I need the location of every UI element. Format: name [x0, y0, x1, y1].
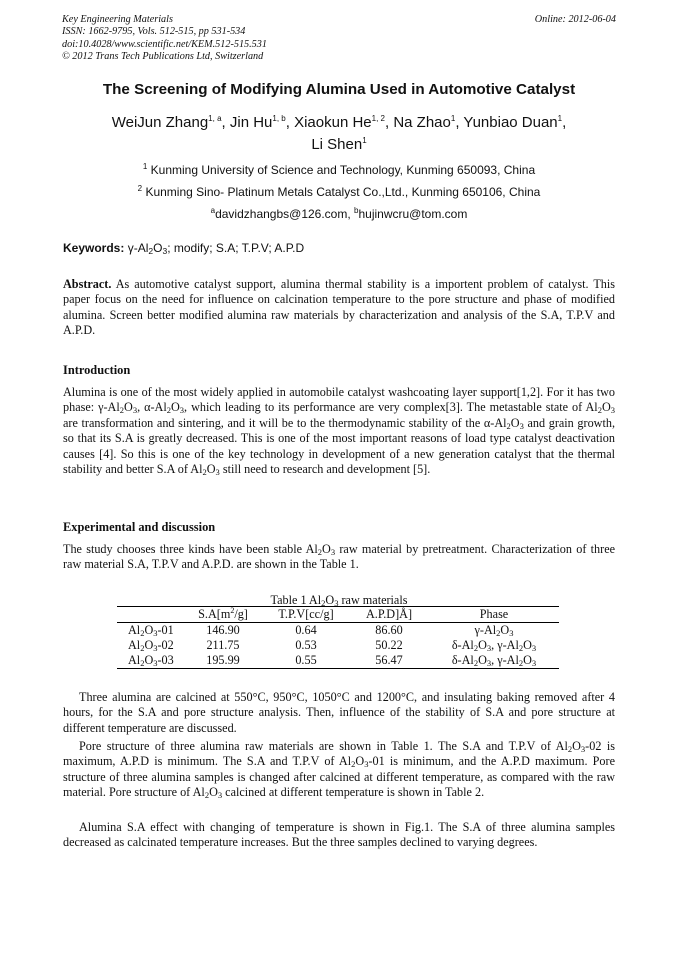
- table-cell-apd: 86.60: [375, 623, 403, 637]
- journal-name: Key Engineering Materials: [62, 14, 173, 25]
- table-cell-sample: $Al_2O_3-01$: [128, 623, 174, 638]
- author-name: Jin Hu: [229, 114, 273, 131]
- table-row: [117, 653, 559, 669]
- experimental-paragraph-3: Pore structure of three alumina raw materials are shown in Table 1. The S.A and T.P.V of $Al_2O_3-02$ is maximum, A.P.D is minimum. The S.A and T.P.V of $Al_2O_3-01$ is minimum, and the A.P.D maximum. Pore structure of three alumina samples is changed after calcined at different temperature, as compared with the raw material. Pore structure of $Al_2O_3$ calcined at different temperature is shown in Table 2.: [63, 739, 616, 801]
- table-header-row: [117, 607, 559, 623]
- table-row: [117, 638, 559, 653]
- table-cell-phase: $\delta-Al_2O_3$, $\gamma-Al_2O_3$: [451, 638, 537, 653]
- table-header-tpv: T.P.V[cc/g]: [263, 607, 349, 623]
- author-sup: 1, b: [272, 114, 286, 123]
- table-cell-tpv: 0.64: [295, 623, 317, 637]
- author-sup: 1, a: [208, 114, 222, 123]
- table-header-sa: $S.A[m^2/g]$: [183, 607, 263, 623]
- issn-line: ISSN: 1662-9795, Vols. 512-515, pp 531-534: [62, 26, 246, 38]
- table-cell-tpv: 0.55: [263, 653, 349, 669]
- table-caption: Table 1 $Al_2O_3$ raw materials: [270, 593, 408, 608]
- table-cell-tpv: 0.53: [295, 638, 317, 652]
- abstract: [63, 277, 615, 339]
- experimental-paragraph-2: Three alumina are calcined at 550°C, 950°C, 1050°C and 1200°C, and insulating baking removed after 4 hours, for the S.A and pore structure analysis. Then, influence of the stability of S.A and pore structure at different temperature are discussed.: [63, 690, 615, 735]
- author-name: Xiaokun He: [294, 114, 372, 131]
- author-sup: 1: [362, 136, 367, 145]
- abstract-text: As automotive catalyst support, alumina thermal stability is a importent problem of catalyst. This paper focus on the need for influence on calcination temperature to the pore structure and phase of modified alumina. Screen better modified alumina raw materials by characterization and analysis of the S.A, T.P.V and A.P.D.: [63, 277, 616, 338]
- author-sup: 1: [557, 114, 563, 123]
- email-link[interactable]: davidzhangbs@126.com: [215, 207, 348, 221]
- table-cell-phase: $\gamma-Al_2O_3$: [474, 623, 514, 638]
- section-heading-introduction: Introduction: [63, 363, 131, 377]
- keywords: Keywords: $\gamma-Al_2O_3$; modify; S.A; T.P.V; A.P.D: [63, 241, 305, 256]
- affiliation-1: $^1$ Kunming University of Science and Technology, Kunming 650093, China: [142, 162, 536, 177]
- section-heading-experimental: Experimental and discussion: [63, 520, 216, 534]
- email-link[interactable]: hujinwcru@tom.com: [358, 207, 468, 221]
- author-sup: 1: [450, 114, 456, 123]
- table-cell-phase: $\delta-Al_2O_3$, $\gamma-Al_2O_3$: [429, 653, 559, 669]
- table-cell-apd: 50.22: [375, 638, 403, 652]
- table-1: [117, 606, 559, 669]
- author-list: WeiJun Zhang$^{1, a}$, Jin Hu$^{1, b}$, Xiaokun He$^{1, 2}$, Na Zhao$^1$, Yunbiao Duan$^1$, Li Shen$^1$: [111, 114, 567, 153]
- author-name: Li Shen: [311, 136, 363, 153]
- table-cell-sa: 146.90: [206, 623, 240, 637]
- table-cell-apd: 56.47: [349, 653, 429, 669]
- introduction-paragraph: Alumina is one of the most widely applied in automobile catalyst washcoating layer support[1,2]. For it has two phase: $\gamma-Al_2O_3$, $\alpha-Al_2O_3$, which leading to its performance are very complex[3]. The metastable state of $Al_2O_3$ are transformation and sintering, and it will be to the thermodynamic stability of the $\alpha-Al_2O_3$ and grain growth, so that its S.A is greatly decreased. This is one of the most important reasons of load type catalyst deactivation causes [4]. So this is one of the key technology in development of a new generation catalyst that the thermal stability and better S.A of $Al_2O_3$ still need to research and development [5].: [63, 385, 615, 478]
- table-header-apd: A.P.D]Å]: [349, 607, 429, 623]
- author-name: Na Zhao: [393, 114, 451, 131]
- table-cell-sa: 211.75: [206, 638, 240, 652]
- table-cell-sample: $Al_2O_3-03$: [117, 653, 183, 669]
- keywords-label: Keywords:: [63, 241, 125, 255]
- affiliation-2: $^2$ Kunming Sino- Platinum Metals Catalyst Co.,Ltd., Kunming 650106, China: [137, 184, 541, 199]
- table-cell-sample: $Al_2O_3-02$: [128, 638, 174, 653]
- author-sup: 1, 2: [371, 114, 385, 123]
- table-header-phase: Phase: [429, 607, 559, 623]
- paper-title: The Screening of Modifying Alumina Used in Automotive Catalyst: [102, 81, 576, 98]
- doi-line: doi:10.4028/www.scientific.net/KEM.512-515.531: [62, 38, 267, 50]
- email-line: $^a$davidzhangbs@126.com, $^b$hujinwcru@tom.com: [210, 206, 468, 221]
- experimental-paragraph-1: The study chooses three kinds have been stable $Al_2O_3$ raw material by pretreatment. Characterization of three raw material S.A, T.P.V and A.P.D. are shown in the Table 1.: [63, 542, 616, 572]
- copyright-line: © 2012 Trans Tech Publications Ltd, Switzerland: [62, 51, 264, 63]
- author-name: WeiJun Zhang: [111, 114, 209, 131]
- table-header-empty: [117, 607, 183, 623]
- abstract-label: Abstract.: [63, 277, 112, 291]
- online-date: Online: 2012-06-04: [534, 14, 616, 25]
- table-row: [117, 623, 559, 639]
- author-name: Yunbiao Duan: [463, 114, 558, 131]
- table-cell-sa: 195.99: [183, 653, 263, 669]
- running-header: [62, 14, 616, 64]
- experimental-paragraph-4: Alumina S.A effect with changing of temperature is shown in Fig.1. The S.A of three alumina samples decreased as calcinated temperature increases. But the three samples declined to varying degrees.: [63, 820, 615, 850]
